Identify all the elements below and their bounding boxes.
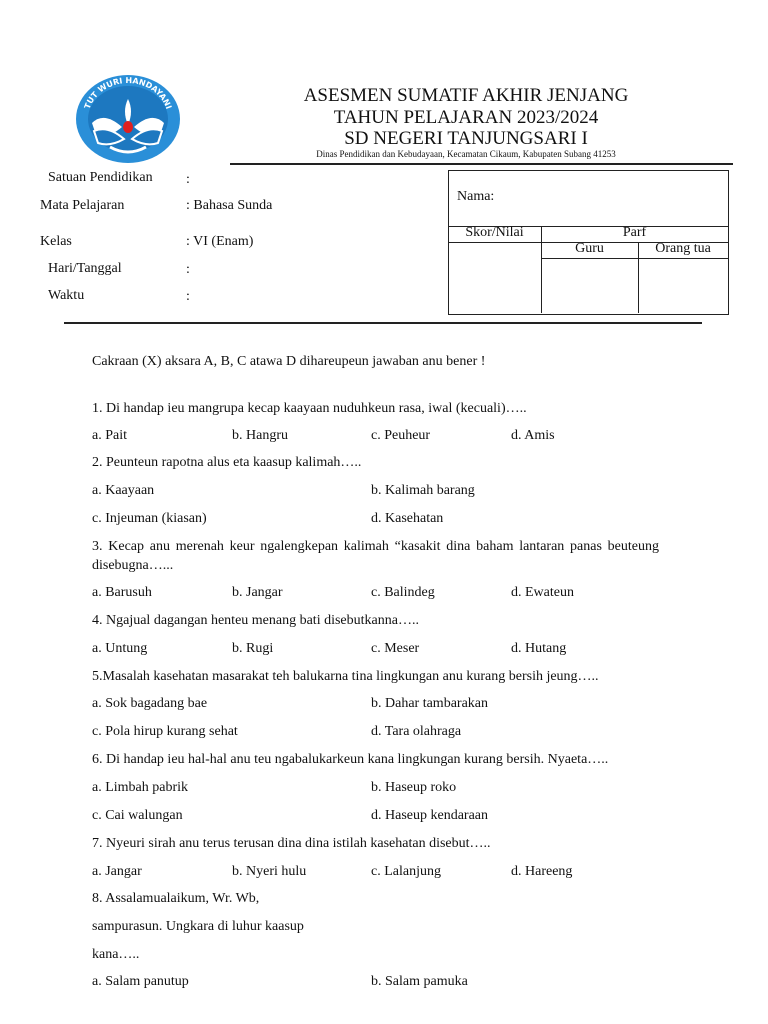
question-4: 4. Ngajual dagangan henteu menang bati disebutkanna….. — [92, 613, 419, 628]
q2-option-c: c. Injeuman (kiasan) — [92, 511, 207, 526]
q3-option-a: a. Barusuh — [92, 585, 152, 600]
question-3: 3. Kecap anu merenah keur ngalengkepan kalimah “kasakit dina baham lantaran panas beuteung disebugna…... — [92, 539, 659, 573]
title-line2: TAHUN PELAJARAN 2023/2024 — [333, 107, 599, 128]
q2-option-b: b. Kalimah barang — [371, 483, 475, 498]
box-divider-3 — [541, 258, 728, 259]
header-divider — [230, 163, 733, 165]
satuan-value: : — [186, 172, 190, 187]
q1-option-c: c. Peuheur — [371, 428, 431, 443]
skor-label: Skor/Nilai — [465, 225, 524, 240]
question-7: 7. Nyeuri sirah anu terus terusan dina dina istilah kasehatan disebut….. — [92, 836, 491, 851]
orangtua-label: Orang tua — [655, 241, 711, 256]
q2-option-d: d. Kasehatan — [371, 511, 444, 526]
satuan-label: Satuan Pendidikan — [48, 170, 153, 185]
question-8-line2: sampurasun. Ungkara di luhur kaasup — [92, 919, 304, 934]
question-5: 5.Masalah kasehatan masarakat teh balukarna tina lingkungan anu kurang bersih jeung….. — [92, 669, 599, 684]
q4-option-a: a. Untung — [92, 641, 148, 656]
parf-label: Parf — [622, 225, 647, 240]
kelas-label: Kelas — [40, 234, 72, 249]
q1-option-d: d. Amis — [511, 428, 555, 443]
question-2: 2. Peunteun rapotna alus eta kaasup kalimah….. — [92, 455, 362, 470]
q4-option-b: b. Rugi — [232, 641, 274, 656]
q2-option-a: a. Kaayaan — [92, 483, 155, 498]
question-8-line3: kana….. — [92, 947, 140, 962]
q3-option-d: d. Ewateun — [511, 585, 574, 600]
waktu-value: : — [186, 289, 190, 304]
q1-option-b: b. Hangru — [232, 428, 288, 443]
q6-option-b: b. Haseup roko — [371, 780, 457, 795]
q3-option-b: b. Jangar — [232, 585, 283, 600]
hari-value: : — [186, 262, 190, 277]
title-line3: SD NEGERI TANJUNGSARI I — [344, 128, 588, 149]
question-6: 6. Di handap ieu hal-hal anu teu ngabalukarkeun kana lingkungan kurang bersih. Nyaeta….. — [92, 752, 609, 767]
title-line1: ASESMEN SUMATIF AKHIR JENJANG — [303, 85, 629, 106]
logo-arc-text: TUT WURI HANDAYANI — [82, 75, 174, 111]
q8-option-a: a. Salam panutup — [92, 974, 189, 989]
q6-option-c: c. Cai walungan — [92, 808, 183, 823]
q5-option-b: b. Dahar tambarakan — [371, 696, 488, 711]
q7-option-c: c. Lalanjung — [371, 864, 441, 879]
q7-option-a: a. Jangar — [92, 864, 142, 879]
subtitle-address: Dinas Pendidikan dan Kebudayaan, Kecamatan Cikaum, Kabupaten Subang 41253 — [316, 149, 616, 159]
q6-option-a: a. Limbah pabrik — [92, 780, 189, 795]
q5-option-c: c. Pola hirup kurang sehat — [92, 724, 238, 739]
q4-option-c: c. Meser — [371, 641, 420, 656]
mapel-value: : Bahasa Sunda — [186, 198, 273, 213]
q3-option-c: c. Balindeg — [371, 585, 435, 600]
q5-option-a: a. Sok bagadang bae — [92, 696, 208, 711]
q5-option-d: d. Tara olahraga — [371, 724, 462, 739]
question-8-line1: 8. Assalamualaikum, Wr. Wb, — [92, 891, 260, 906]
q4-option-d: d. Hutang — [511, 641, 567, 656]
school-logo — [74, 73, 182, 165]
kelas-value: : VI (Enam) — [186, 234, 254, 249]
q7-option-d: d. Hareeng — [511, 864, 573, 879]
mapel-label: Mata Pelajaran — [40, 198, 125, 213]
guru-label: Guru — [575, 241, 604, 256]
q6-option-d: d. Haseup kendaraan — [371, 808, 489, 823]
q7-option-b: b. Nyeri hulu — [232, 864, 307, 879]
q1-option-a: a. Pait — [92, 428, 127, 443]
waktu-label: Waktu — [48, 288, 85, 303]
nama-label: Nama: — [457, 189, 495, 204]
section-divider — [64, 322, 702, 324]
question-1: 1. Di handap ieu mangrupa kecap kaayaan nuduhkeun rasa, iwal (kecuali)….. — [92, 401, 527, 416]
hari-label: Hari/Tanggal — [48, 261, 122, 276]
instruction: Cakraan (X) aksara A, B, C atawa D dihareupeun jawaban anu bener ! — [92, 354, 486, 369]
q8-option-b: b. Salam pamuka — [371, 974, 468, 989]
